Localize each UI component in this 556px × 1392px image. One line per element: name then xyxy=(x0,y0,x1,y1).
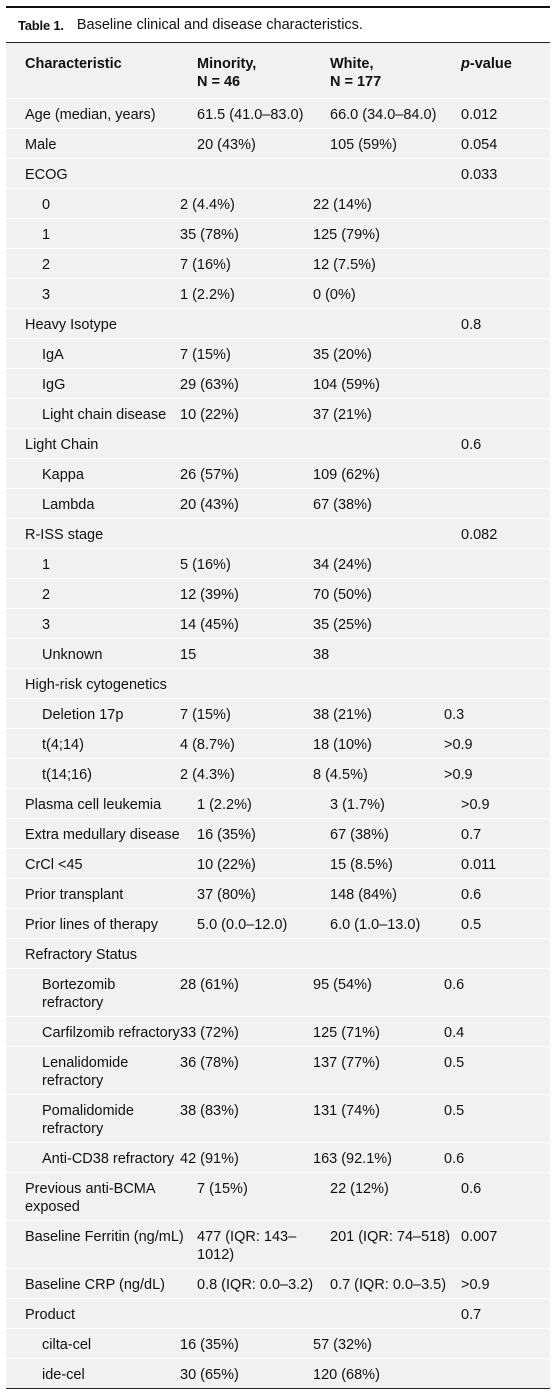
row-minority: 1 (2.2%) xyxy=(197,797,252,813)
row-white: 6.0 (1.0–13.0) xyxy=(330,917,421,933)
row-minority: 15 xyxy=(180,647,197,663)
row-p-value: 0.033 xyxy=(461,167,498,183)
row-white: 105 (59%) xyxy=(330,137,397,153)
row-p-value xyxy=(444,579,514,608)
row-label: Plasma cell leukemia xyxy=(25,797,162,813)
header-white-line2: N = 177 xyxy=(330,74,382,90)
row-p-value: 0.8 xyxy=(461,317,482,333)
row-label: Male xyxy=(25,137,57,153)
row-white: 131 (74%) xyxy=(313,1103,380,1119)
row-label: 3 xyxy=(42,617,51,633)
row-p-value: 0.6 xyxy=(461,437,482,453)
row-white xyxy=(330,159,461,188)
table-row xyxy=(6,909,550,939)
row-p-value xyxy=(444,1359,514,1388)
row-minority xyxy=(197,159,330,188)
row-minority: 7 (15%) xyxy=(180,347,231,363)
row-white xyxy=(330,519,461,548)
table-row xyxy=(6,279,550,309)
row-label: 3 xyxy=(42,287,51,303)
row-label: Kappa xyxy=(42,467,84,483)
row-p-value: 0.082 xyxy=(461,527,498,543)
table-row xyxy=(6,699,550,729)
row-white: 104 (59%) xyxy=(313,377,380,393)
row-white: 37 (21%) xyxy=(313,407,372,423)
row-label: t(14;16) xyxy=(42,767,92,783)
row-p-value xyxy=(444,189,514,218)
row-white xyxy=(330,669,461,698)
table-row xyxy=(6,99,550,129)
row-minority xyxy=(197,309,330,338)
row-label: Pomalidomide refractory xyxy=(42,1103,134,1137)
row-label: Baseline Ferritin (ng/mL) xyxy=(25,1229,184,1245)
row-label: Deletion 17p xyxy=(42,707,124,723)
row-p-value: >0.9 xyxy=(444,737,473,753)
row-label: Light chain disease xyxy=(42,407,167,423)
row-p-value xyxy=(444,459,514,488)
row-minority: 12 (39%) xyxy=(180,587,239,603)
row-label: R-ISS stage xyxy=(25,527,104,543)
row-white: 35 (20%) xyxy=(313,347,372,363)
row-minority: 26 (57%) xyxy=(180,467,239,483)
table-row xyxy=(6,1329,550,1359)
row-white: 0 (0%) xyxy=(313,287,356,303)
table-row xyxy=(6,879,550,909)
row-p-value xyxy=(444,399,514,428)
table-row xyxy=(6,729,550,759)
row-minority xyxy=(197,1299,330,1328)
row-white: 15 (8.5%) xyxy=(330,857,393,873)
table-row xyxy=(6,789,550,819)
row-minority: 2 (4.4%) xyxy=(180,197,235,213)
row-white: 66.0 (34.0–84.0) xyxy=(330,107,437,123)
row-label: IgA xyxy=(42,347,64,363)
row-label: 1 xyxy=(42,557,51,573)
row-label: 1 xyxy=(42,227,51,243)
table-row xyxy=(6,1269,550,1299)
row-white: 163 (92.1%) xyxy=(313,1151,392,1167)
row-minority: 29 (63%) xyxy=(180,377,239,393)
row-p-value: >0.9 xyxy=(461,797,490,813)
row-label: ECOG xyxy=(25,167,68,183)
row-label: IgG xyxy=(42,377,66,393)
row-white: 34 (24%) xyxy=(313,557,372,573)
table-row xyxy=(6,1095,550,1143)
table-row xyxy=(6,849,550,879)
row-label: Unknown xyxy=(42,647,103,663)
header-p-rest: -value xyxy=(469,56,512,72)
table-row xyxy=(6,369,550,399)
table-row xyxy=(6,129,550,159)
table-row xyxy=(6,429,550,459)
row-minority xyxy=(197,669,330,698)
row-label: Baseline CRP (ng/dL) xyxy=(25,1277,165,1293)
row-minority: 28 (61%) xyxy=(180,977,239,993)
row-p-value xyxy=(444,1329,514,1358)
row-white: 148 (84%) xyxy=(330,887,397,903)
table-row xyxy=(6,1359,550,1388)
row-white: 125 (71%) xyxy=(313,1025,380,1041)
row-label: Refractory Status xyxy=(25,947,138,963)
row-minority: 10 (22%) xyxy=(180,407,239,423)
row-label: Heavy Isotype xyxy=(25,317,117,333)
row-label: Carfilzomib refractory xyxy=(42,1025,180,1041)
table-row xyxy=(6,639,550,669)
row-p-value xyxy=(444,489,514,518)
row-label: ide-cel xyxy=(42,1367,85,1383)
table-row xyxy=(6,519,550,549)
row-minority: 2 (4.3%) xyxy=(180,767,235,783)
header-white-line1: White, xyxy=(330,56,374,72)
row-white: 57 (32%) xyxy=(313,1337,372,1353)
table-row xyxy=(6,249,550,279)
row-minority: 61.5 (41.0–83.0) xyxy=(197,107,304,123)
header-minority xyxy=(197,43,330,98)
row-p-value xyxy=(461,939,531,968)
table-row xyxy=(6,489,550,519)
row-label: t(4;14) xyxy=(42,737,84,753)
row-p-value: 0.7 xyxy=(461,1307,482,1323)
row-minority: 1 (2.2%) xyxy=(180,287,235,303)
row-minority: 42 (91%) xyxy=(180,1151,239,1167)
row-p-value: 0.5 xyxy=(444,1103,465,1119)
row-p-value xyxy=(444,369,514,398)
table-row xyxy=(6,819,550,849)
row-p-value xyxy=(444,339,514,368)
row-p-value xyxy=(444,549,514,578)
row-white: 201 (IQR: 74–518) xyxy=(330,1229,451,1245)
row-p-value: >0.9 xyxy=(444,767,473,783)
row-white: 35 (25%) xyxy=(313,617,372,633)
table-row xyxy=(6,939,550,969)
row-p-value: 0.6 xyxy=(461,1181,482,1197)
row-minority xyxy=(197,939,330,968)
table-row xyxy=(6,969,550,1017)
row-p-value: 0.6 xyxy=(444,1151,465,1167)
row-p-value: 0.007 xyxy=(461,1229,498,1245)
row-p-value: >0.9 xyxy=(461,1277,490,1293)
row-p-value xyxy=(444,249,514,278)
row-white: 67 (38%) xyxy=(330,827,389,843)
header-characteristic: Characteristic xyxy=(25,56,122,72)
table-row xyxy=(6,579,550,609)
table-row xyxy=(6,609,550,639)
table-row xyxy=(6,159,550,189)
table-body xyxy=(6,99,550,1388)
row-p-value xyxy=(461,669,531,698)
row-white: 22 (12%) xyxy=(330,1181,389,1197)
header-minority-line1: Minority, xyxy=(197,56,257,72)
row-label: Lambda xyxy=(42,497,95,513)
table-row xyxy=(6,549,550,579)
caption-label: Table 1. xyxy=(18,17,64,33)
row-label: Product xyxy=(25,1307,75,1323)
table-row xyxy=(6,1017,550,1047)
row-label: Extra medullary disease xyxy=(25,827,180,843)
row-white xyxy=(330,939,461,968)
row-minority: 7 (15%) xyxy=(197,1181,248,1197)
row-label: Age (median, years) xyxy=(25,107,156,123)
row-label: High-risk cytogenetics xyxy=(25,677,167,693)
row-minority: 30 (65%) xyxy=(180,1367,239,1383)
table-row xyxy=(6,189,550,219)
row-p-value: 0.5 xyxy=(444,1055,465,1071)
row-white: 22 (14%) xyxy=(313,197,372,213)
row-white xyxy=(330,429,461,458)
row-white: 67 (38%) xyxy=(313,497,372,513)
row-minority: 36 (78%) xyxy=(180,1055,239,1071)
row-label: Bortezomib refractory xyxy=(42,977,116,1011)
table-caption xyxy=(6,8,550,42)
table-row xyxy=(6,759,550,789)
row-minority: 14 (45%) xyxy=(180,617,239,633)
row-minority: 5.0 (0.0–12.0) xyxy=(197,917,288,933)
row-p-value: 0.3 xyxy=(444,707,465,723)
table-row xyxy=(6,399,550,429)
row-minority: 33 (72%) xyxy=(180,1025,239,1041)
row-label: 2 xyxy=(42,587,51,603)
row-p-value: 0.012 xyxy=(461,107,498,123)
table-row xyxy=(6,459,550,489)
row-white: 120 (68%) xyxy=(313,1367,380,1383)
row-white: 12 (7.5%) xyxy=(313,257,376,273)
table-row xyxy=(6,1143,550,1173)
row-p-value: 0.6 xyxy=(444,977,465,993)
row-label: Light Chain xyxy=(25,437,99,453)
row-minority: 37 (80%) xyxy=(197,887,256,903)
row-minority: 0.8 (IQR: 0.0–3.2) xyxy=(197,1277,314,1293)
row-label: Lenalidomide refractory xyxy=(42,1055,129,1089)
row-p-value: 0.6 xyxy=(461,887,482,903)
row-p-value: 0.011 xyxy=(461,857,497,873)
row-p-value: 0.7 xyxy=(461,827,482,843)
row-white: 38 (21%) xyxy=(313,707,372,723)
table-row xyxy=(6,1299,550,1329)
row-minority: 16 (35%) xyxy=(197,827,256,843)
row-p-value: 0.5 xyxy=(461,917,482,933)
row-white: 125 (79%) xyxy=(313,227,380,243)
row-minority: 10 (22%) xyxy=(197,857,256,873)
row-minority: 5 (16%) xyxy=(180,557,231,573)
row-white: 70 (50%) xyxy=(313,587,372,603)
table-row xyxy=(6,1221,550,1269)
row-p-value xyxy=(444,609,514,638)
table-figure xyxy=(6,6,550,1389)
row-white: 137 (77%) xyxy=(313,1055,380,1071)
table-row xyxy=(6,219,550,249)
row-minority: 20 (43%) xyxy=(197,137,256,153)
row-label: Anti-CD38 refractory xyxy=(42,1151,175,1167)
row-label: cilta-cel xyxy=(42,1337,92,1353)
row-label: Previous anti-BCMA exposed xyxy=(25,1181,155,1215)
row-white: 3 (1.7%) xyxy=(330,797,385,813)
row-minority: 4 (8.7%) xyxy=(180,737,235,753)
row-minority: 7 (16%) xyxy=(180,257,231,273)
row-white: 8 (4.5%) xyxy=(313,767,368,783)
row-minority: 477 (IQR: 143–1012) xyxy=(197,1229,297,1263)
row-white: 0.7 (IQR: 0.0–3.5) xyxy=(330,1277,447,1293)
row-label: 0 xyxy=(42,197,51,213)
row-p-value: 0.054 xyxy=(461,137,498,153)
table-row xyxy=(6,339,550,369)
table-row xyxy=(6,1173,550,1221)
row-label: Prior transplant xyxy=(25,887,124,903)
table-header-row xyxy=(6,43,550,99)
row-minority xyxy=(197,519,330,548)
row-white: 95 (54%) xyxy=(313,977,372,993)
header-p-italic: p xyxy=(461,56,470,72)
header-white xyxy=(330,43,461,98)
table-row xyxy=(6,669,550,699)
row-white xyxy=(330,1299,461,1328)
row-p-value xyxy=(444,279,514,308)
row-white: 18 (10%) xyxy=(313,737,372,753)
header-p-value xyxy=(461,43,531,98)
caption-text: Baseline clinical and disease characteristics. xyxy=(76,17,363,33)
row-minority: 16 (35%) xyxy=(180,1337,239,1353)
row-label: 2 xyxy=(42,257,51,273)
row-minority: 38 (83%) xyxy=(180,1103,239,1119)
row-p-value xyxy=(444,639,514,668)
data-table xyxy=(6,42,550,1389)
row-p-value: 0.4 xyxy=(444,1025,465,1041)
row-white: 109 (62%) xyxy=(313,467,380,483)
row-minority xyxy=(197,429,330,458)
row-minority: 35 (78%) xyxy=(180,227,239,243)
row-white xyxy=(330,309,461,338)
row-label: CrCl <45 xyxy=(25,857,83,873)
row-minority: 7 (15%) xyxy=(180,707,231,723)
table-row xyxy=(6,1047,550,1095)
row-minority: 20 (43%) xyxy=(180,497,239,513)
header-minority-line2: N = 46 xyxy=(197,74,241,90)
row-p-value xyxy=(444,219,514,248)
table-row xyxy=(6,309,550,339)
row-white: 38 xyxy=(313,647,330,663)
row-label: Prior lines of therapy xyxy=(25,917,158,933)
